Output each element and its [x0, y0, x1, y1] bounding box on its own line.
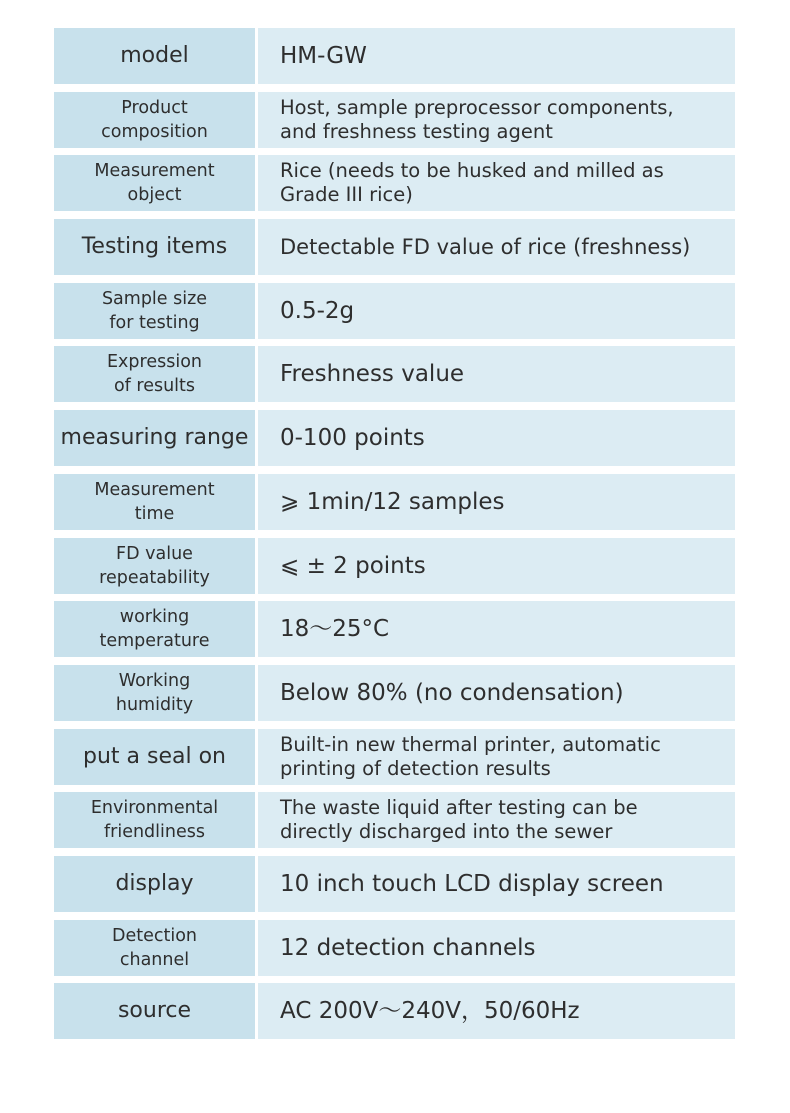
spec-value: AC 200V～240V，50/60Hz — [258, 983, 735, 1039]
spec-label: Expression of results — [54, 346, 255, 402]
spec-value: 0.5-2g — [258, 283, 735, 339]
spec-value: ⩾ 1min/12 samples — [258, 474, 735, 530]
spec-row-environmental-friendliness — [54, 792, 735, 848]
spec-value: HM-GW — [258, 28, 735, 84]
spec-row-printer — [54, 729, 735, 785]
spec-label: Testing items — [54, 219, 255, 275]
spec-row-measuring-range — [54, 410, 735, 466]
spec-label: display — [54, 856, 255, 912]
spec-label: Sample size for testing — [54, 283, 255, 339]
spec-table — [54, 28, 735, 1047]
spec-value: Rice (needs to be husked and milled as Grade III rice) — [258, 155, 735, 211]
spec-row-detection-channel — [54, 920, 735, 976]
spec-row-model — [54, 28, 735, 84]
spec-label: put a seal on — [54, 729, 255, 785]
spec-label: model — [54, 28, 255, 84]
spec-label: Detection channel — [54, 920, 255, 976]
spec-row-working-temperature — [54, 601, 735, 657]
spec-value: 12 detection channels — [258, 920, 735, 976]
spec-value: 0-100 points — [258, 410, 735, 466]
spec-row-testing-items — [54, 219, 735, 275]
spec-label: source — [54, 983, 255, 1039]
spec-label: Working humidity — [54, 665, 255, 721]
spec-label: working temperature — [54, 601, 255, 657]
spec-label: Product composition — [54, 92, 255, 148]
spec-row-fd-repeatability — [54, 538, 735, 594]
spec-value: Below 80% (no condensation) — [258, 665, 735, 721]
spec-value: The waste liquid after testing can be directly discharged into the sewer — [258, 792, 735, 848]
spec-value: Built-in new thermal printer, automatic printing of detection results — [258, 729, 735, 785]
spec-row-display — [54, 856, 735, 912]
spec-label: FD value repeatability — [54, 538, 255, 594]
spec-value: 18～25°C — [258, 601, 735, 657]
spec-row-working-humidity — [54, 665, 735, 721]
spec-row-sample-size — [54, 283, 735, 339]
spec-row-source — [54, 983, 735, 1039]
spec-value: Freshness value — [258, 346, 735, 402]
spec-value: ⩽ ± 2 points — [258, 538, 735, 594]
spec-value: Detectable FD value of rice (freshness) — [258, 219, 735, 275]
spec-value: Host, sample preprocessor components, and freshness testing agent — [258, 92, 735, 148]
spec-row-product-composition — [54, 92, 735, 148]
spec-row-measurement-time — [54, 474, 735, 530]
spec-row-expression-of-results — [54, 346, 735, 402]
spec-label: Environmental friendliness — [54, 792, 255, 848]
spec-value: 10 inch touch LCD display screen — [258, 856, 735, 912]
spec-label: measuring range — [54, 410, 255, 466]
spec-label: Measurement time — [54, 474, 255, 530]
spec-label: Measurement object — [54, 155, 255, 211]
spec-row-measurement-object — [54, 155, 735, 211]
